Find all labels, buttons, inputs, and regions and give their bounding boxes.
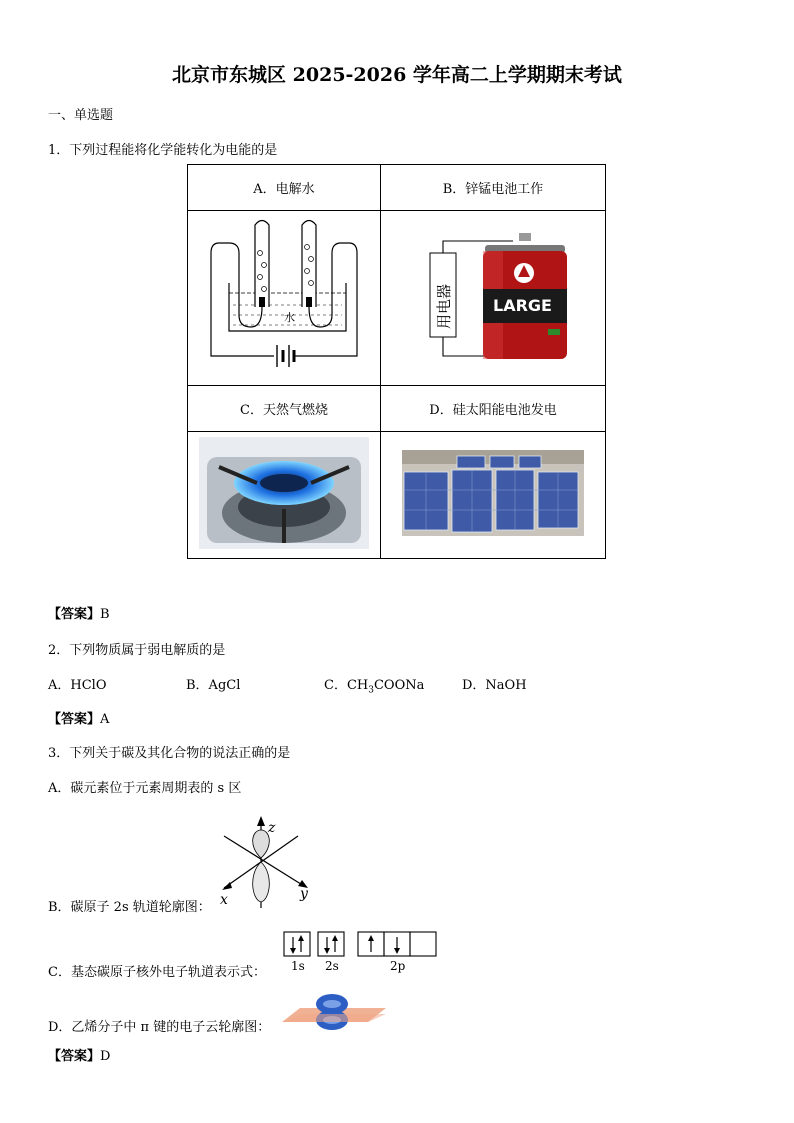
q1-option-c-label: C．天然气燃烧 [188, 386, 381, 432]
q1-answer-tag: 【答案】 [48, 607, 101, 622]
q1-answer [48, 603, 110, 622]
q3-answer [48, 1045, 110, 1064]
q3-answer-value: D [100, 1049, 111, 1064]
axis-y-label: y [300, 886, 308, 902]
q3-option-a: A．碳元素位于元素周期表的 s 区 [48, 781, 242, 796]
page-title: 北京市东城区 2025-2026 学年高二上学期期末考试 [172, 64, 622, 86]
q2-option-c-pre: C．CH [324, 678, 369, 693]
q1-option-d-label: D．硅太阳能电池发电 [381, 386, 606, 432]
q2-option-c [324, 674, 424, 696]
pi-bond-figure [282, 990, 390, 1032]
axis-z-label: z [268, 820, 276, 836]
water-label: 水 [284, 311, 295, 324]
q2-answer-value: A [100, 712, 110, 727]
q3-option-b: B．碳原子 2s 轨道轮廓图： [48, 900, 211, 915]
q2-answer [48, 708, 109, 727]
orbital-diagram [282, 930, 442, 976]
battery-brand: LARGE [493, 296, 552, 315]
solar-panel-photo [381, 432, 606, 559]
q3-option-d: D．乙烯分子中 π 键的电子云轮廓图： [48, 1020, 271, 1035]
orbital-label-2p: 2p [390, 959, 406, 973]
axis-x-label: x [220, 892, 228, 908]
appliance-label: 用电器 [435, 283, 453, 329]
q1-option-a-label: A．电解水 [188, 165, 381, 211]
q2-answer-tag: 【答案】 [48, 712, 101, 727]
q2-stem: 2．下列物质属于弱电解质的是 [48, 643, 226, 658]
orbital-2s-figure [218, 810, 318, 910]
q2-option-b: B．AgCl [186, 678, 241, 693]
gas-burner-photo [188, 432, 381, 559]
q3-answer-tag: 【答案】 [48, 1049, 101, 1064]
q1-option-b-label: B．锌锰电池工作 [381, 165, 606, 211]
q1-answer-value: B [100, 607, 110, 622]
q2-option-d: D．NaOH [462, 678, 527, 693]
section-heading: 一、单选题 [48, 108, 114, 123]
orbital-label-2s: 2s [325, 959, 339, 973]
electrolysis-diagram [188, 211, 381, 386]
q1-options-table [187, 164, 606, 559]
q2-option-c-sub: 3 [368, 685, 374, 696]
q2-option-c-post: COONa [373, 678, 425, 693]
q1-stem: 1．下列过程能将化学能转化为电能的是 [48, 143, 278, 158]
orbital-label-1s: 1s [291, 959, 305, 973]
q3-stem: 3．下列关于碳及其化合物的说法正确的是 [48, 746, 291, 761]
q3-option-c: C．基态碳原子核外电子轨道表示式： [48, 965, 266, 980]
q2-option-a: A．HClO [48, 678, 107, 693]
zinc-manganese-battery-diagram [381, 211, 606, 386]
